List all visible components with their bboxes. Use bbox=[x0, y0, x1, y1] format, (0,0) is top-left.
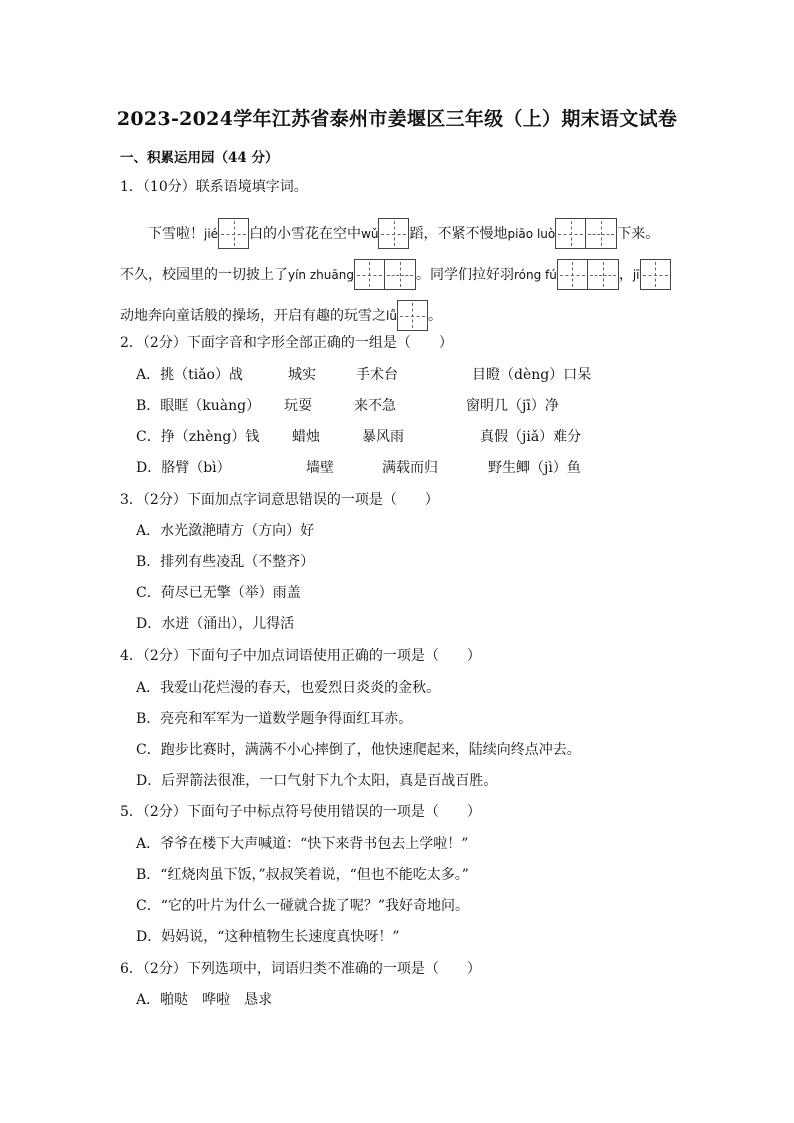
q1-stem: 1．（10分）联系语境填字词。 bbox=[120, 179, 308, 195]
writing-grid[interactable] bbox=[397, 300, 428, 331]
option-part: 暴风雨 bbox=[362, 429, 404, 445]
q1-text: 。同学们拉好羽 bbox=[415, 267, 514, 283]
option-part: 野生鲫（jì）鱼 bbox=[488, 460, 581, 476]
option-part: D．胳臂（bì） bbox=[136, 460, 231, 476]
q3-option-b[interactable]: B．排列有些凌乱（不整齐） bbox=[136, 554, 315, 570]
q6-stem: 6．（2分）下列选项中，词语归类不准确的一项是（ ） bbox=[120, 961, 481, 977]
q3-option-c[interactable]: C．荷尽已无擎（举）雨盖 bbox=[136, 585, 301, 601]
pinyin: lǚ bbox=[386, 309, 397, 323]
option-part: 满载而归 bbox=[382, 460, 438, 476]
q4-stem: 4．（2分）下面句子中加点词语使用正确的一项是（ ） bbox=[120, 648, 481, 664]
q1-text: 。 bbox=[427, 308, 442, 324]
q5-option-c[interactable]: C．“它的叶片为什么一碰就合拢了呢？”我好奇地问。 bbox=[136, 898, 470, 914]
q5-option-b[interactable]: B．“红烧肉虽下饭，”叔叔笑着说，“但也不能吃太多。” bbox=[136, 867, 469, 883]
option-part: 手术台 bbox=[356, 367, 398, 383]
q1-line-1 bbox=[148, 218, 659, 249]
option-part: B．眼眶（kuàng） bbox=[136, 398, 261, 414]
section-heading: 一、积累运用园（44 分） bbox=[120, 150, 279, 166]
writing-grid[interactable] bbox=[354, 259, 416, 290]
q1-line-2 bbox=[120, 259, 671, 290]
pinyin: yín zhuāng bbox=[288, 268, 354, 282]
option-part: 蜡烛 bbox=[292, 429, 320, 445]
option-part: 城实 bbox=[288, 367, 316, 383]
q2-option-c[interactable] bbox=[136, 426, 581, 446]
q1-text: 不久，校园里的一切披上了 bbox=[120, 267, 288, 283]
option-part: 窗明几（jī）净 bbox=[466, 398, 559, 414]
q2-option-b[interactable] bbox=[136, 395, 559, 415]
writing-grid[interactable] bbox=[640, 259, 671, 290]
q1-text: 动地奔向童话般的操场，开启有趣的玩雪之 bbox=[120, 308, 386, 324]
q1-text: 蹈，不紧不慢地 bbox=[409, 226, 508, 242]
q4-option-d[interactable]: D．后羿箭法很准，一口气射下九个太阳，真是百战百胜。 bbox=[136, 773, 498, 789]
writing-grid[interactable] bbox=[218, 218, 249, 249]
writing-grid[interactable] bbox=[557, 259, 619, 290]
q4-option-a[interactable]: A．我爱山花烂漫的春天，也爱烈日炎炎的金秋。 bbox=[136, 680, 441, 696]
option-part: C．挣（zhèng）钱 bbox=[136, 429, 260, 445]
q1-text: 下雪啦！ bbox=[148, 226, 204, 242]
page-title: 2023-2024学年江苏省泰州市姜堰区三年级（上）期末语文试卷 bbox=[116, 108, 678, 130]
pinyin: jī bbox=[632, 268, 640, 282]
q1-text: ， bbox=[618, 267, 633, 283]
pinyin: piāo luò bbox=[507, 227, 556, 241]
q5-option-d[interactable]: D．妈妈说，“这种植物生长速度真快呀！” bbox=[136, 929, 400, 945]
q3-option-a[interactable]: A．水光潋滟晴方（方向）好 bbox=[136, 523, 315, 539]
writing-grid[interactable] bbox=[378, 218, 409, 249]
q4-option-b[interactable]: B．亮亮和军军为一道数学题争得面红耳赤。 bbox=[136, 711, 413, 727]
q4-option-c[interactable]: C．跑步比赛时，满满不小心摔倒了，他快速爬起来，陆续向终点冲去。 bbox=[136, 742, 581, 758]
option-part: 来不急 bbox=[354, 398, 396, 414]
q2-option-d[interactable] bbox=[136, 457, 581, 477]
option-part: 墙壁 bbox=[306, 460, 334, 476]
q1-text: 下来。 bbox=[617, 226, 660, 242]
option-part: A．挑（tiǎo）战 bbox=[136, 367, 243, 383]
q3-stem: 3．（2分）下面加点字词意思错误的一项是（ ） bbox=[120, 492, 439, 508]
q1-line-3 bbox=[120, 300, 442, 331]
q2-option-a[interactable] bbox=[136, 364, 591, 384]
q3-option-d[interactable]: D．水迸（涌出），儿得活 bbox=[136, 616, 295, 632]
option-part: 玩耍 bbox=[284, 398, 312, 414]
q2-stem: 2．（2分）下面字音和字形全部正确的一组是（ ） bbox=[120, 335, 453, 351]
pinyin: jié bbox=[204, 227, 219, 241]
q5-stem: 5．（2分）下面句子中标点符号使用错误的一项是（ ） bbox=[120, 804, 481, 820]
pinyin: róng fú bbox=[513, 268, 557, 282]
q5-option-a[interactable]: A．爷爷在楼下大声喊道：“快下来背书包去上学啦！” bbox=[136, 836, 469, 852]
q1-text: 白的小雪花在空中 bbox=[249, 226, 362, 242]
pinyin: wǔ bbox=[361, 227, 379, 241]
writing-grid[interactable] bbox=[555, 218, 617, 249]
q6-option-a[interactable]: A．啪哒 哗啦 恳求 bbox=[136, 992, 273, 1008]
option-part: 目瞪（dèng）口呆 bbox=[472, 367, 592, 383]
option-part: 真假（jiǎ）难分 bbox=[480, 429, 582, 445]
